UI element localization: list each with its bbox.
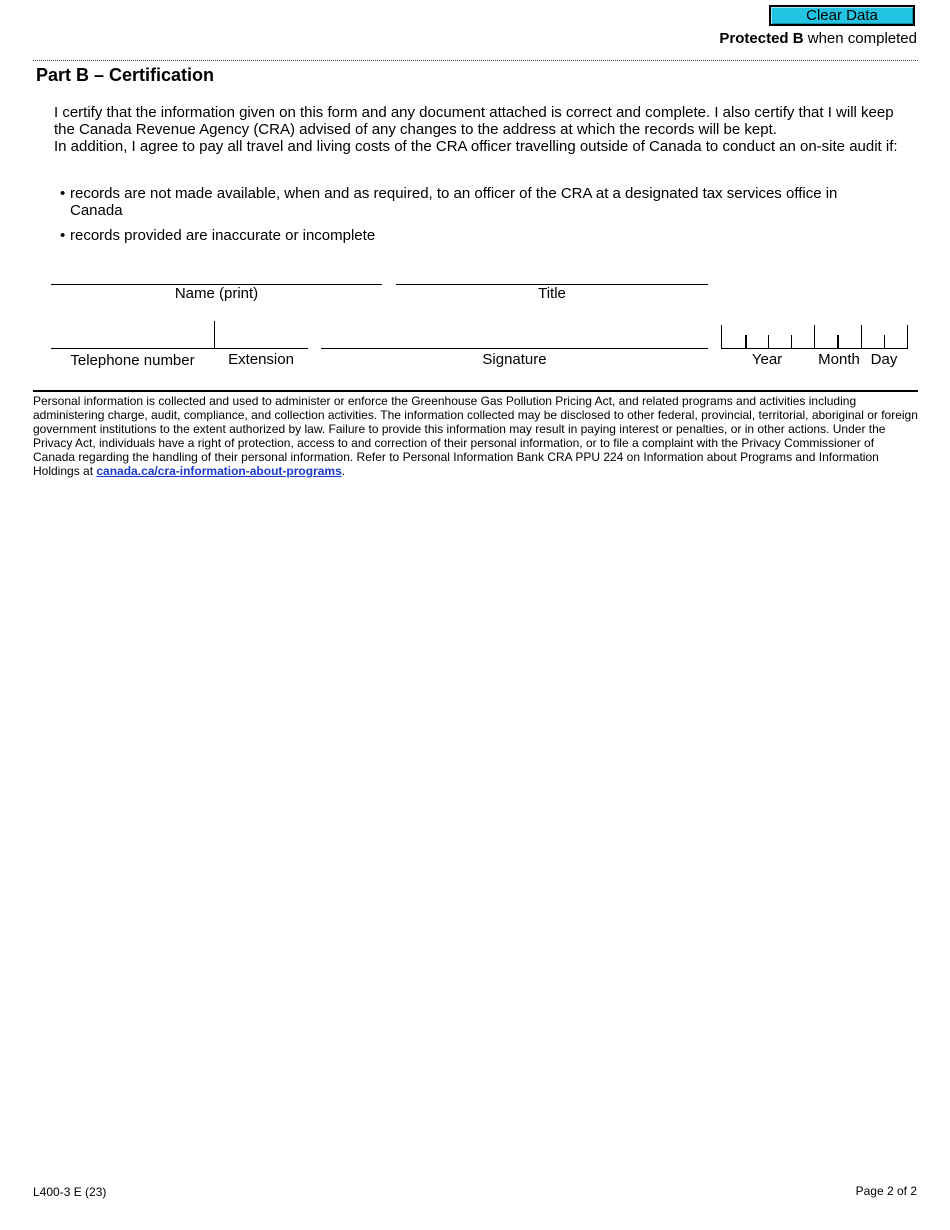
signature-field[interactable] [321,348,708,349]
certification-text [54,104,904,155]
clear-data-button[interactable]: Clear Data [769,5,915,26]
date-tick [791,335,792,349]
section-divider [33,390,918,392]
date-tick [814,325,815,349]
phone-extension-divider [214,321,215,349]
bullet-item [60,185,880,219]
bullet-text: records are not made available, when and as required, to an officer of the CRA at a designated tax services office in Canada [70,185,838,219]
bullet-mark: • [60,185,66,202]
privacy-end: . [341,464,346,478]
telephone-field[interactable] [51,348,214,349]
certification-paragraph-2: In addition, I agree to pay all travel and living costs of the CRA officer travelling outside of Canada to conduct an on-site audit if: [54,138,898,155]
page-number: Page 2 of 2 [855,1184,917,1198]
date-tick [837,335,839,349]
bullet-mark: • [60,227,66,244]
extension-field[interactable] [214,348,308,349]
date-tick [861,325,862,349]
signature-label: Signature [482,351,547,368]
date-tick [907,325,908,349]
protected-b-label: Protected B [719,30,804,47]
title-label: Title [538,285,566,302]
bullet-text: records provided are inaccurate or incomplete [70,227,376,244]
day-label: Day [870,351,898,368]
part-b-title: Part B – Certification [36,65,215,85]
protected-b-notice [719,30,917,47]
form-code: L400-3 E (23) [33,1185,107,1199]
certification-paragraph-1: I certify that the information given on this form and any document attached is correct and complete. I also certify that I will keep the Canada Revenue Agency (CRA) advised of any changes to the address at which the records will be kept. [54,104,894,138]
top-divider [33,60,918,61]
name-print-label: Name (print) [174,285,259,302]
cra-information-link[interactable]: canada.ca/cra-information-about-programs [96,464,342,478]
month-label: Month [818,351,860,368]
privacy-text: Personal information is collected and used to administer or enforce the Greenhouse Gas Pollution Pricing Act, and related programs and activities including administering charge, audit, compliance, and collection activities. The information collected may be disclosed to other federal, provincial, territorial, aboriginal or foreign government institutions to the extent authorized by law. Failure to provide this information may result in paying interest or penalties, or in other actions. Under the Privacy Act, individuals have a right of protection, access to and correction of their personal information, or to file a complaint with the Privacy Commissioner of Canada regarding the handling of their personal information. Refer to Personal Information Bank CRA PPU 224 on Information about Programs and Information Holdings at [33,394,918,478]
protected-b-suffix: when completed [803,30,917,47]
date-tick [768,335,769,349]
privacy-notice [33,394,918,478]
year-label: Year [751,351,783,368]
extension-label: Extension [228,351,294,368]
telephone-label: Telephone number [70,352,195,369]
bullet-item [60,227,880,244]
date-tick [745,335,747,349]
date-tick [884,335,885,349]
date-tick [721,325,722,349]
